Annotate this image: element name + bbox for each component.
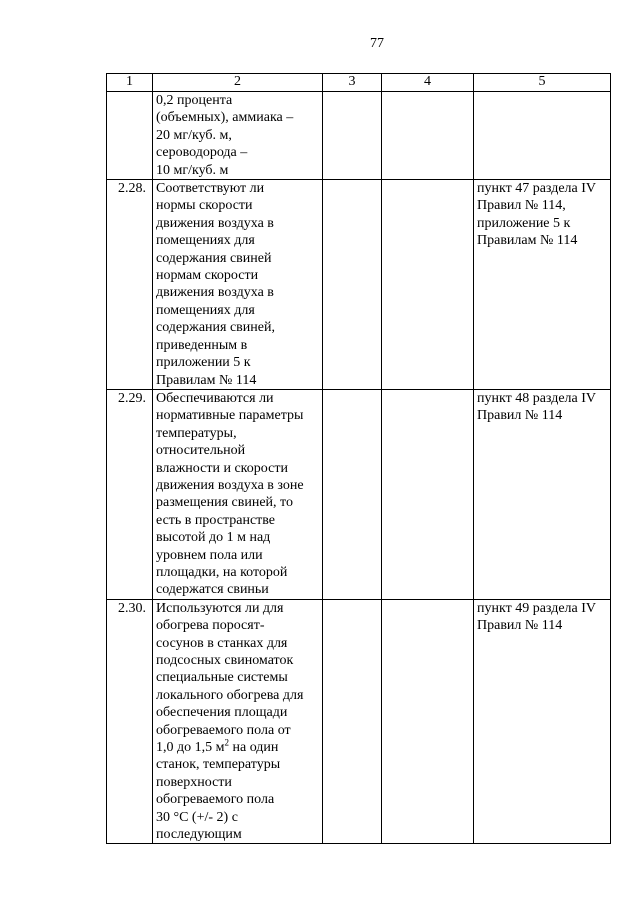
text-line: содержатся свиньи <box>156 582 269 598</box>
text-line: помещениях для <box>156 233 255 249</box>
answer-cell-3 <box>323 180 382 390</box>
text-line: есть в пространстве <box>156 512 276 528</box>
question-cell <box>153 92 323 180</box>
area-tail-text: на один <box>228 740 279 756</box>
text-line: уровнем пола или <box>156 547 263 563</box>
reference-line: Правил № 114 <box>477 408 563 424</box>
text-line: станок, температуры <box>156 757 281 773</box>
reference-line: пункт 48 раздела IV <box>477 390 597 406</box>
text-line: влажности и скорости <box>156 460 288 476</box>
table-row-2-30 <box>107 599 611 844</box>
reference-cell <box>474 599 611 844</box>
text-line: движения воздуха в зоне <box>156 477 304 493</box>
table-row-2-28 <box>107 180 611 390</box>
text-line: обогреваемого пола <box>156 792 275 808</box>
header-col-1: 1 <box>107 74 153 92</box>
area-superscript: 2 <box>224 737 229 748</box>
row-number: 2.28. <box>107 180 153 390</box>
text-line: (объемных), аммиака – <box>156 110 294 126</box>
text-line: 10 мг/куб. м <box>156 162 229 178</box>
reference-line: Правил № 114 <box>477 618 563 634</box>
text-line: Обеспечиваются ли <box>156 390 274 406</box>
table-header <box>107 74 611 92</box>
checklist-table <box>106 73 611 844</box>
table-row-continuation <box>107 92 611 180</box>
text-line: приведенным в <box>156 337 248 353</box>
text-line: последующим <box>156 827 242 843</box>
text-line: движения воздуха в <box>156 285 274 301</box>
answer-cell-4 <box>382 92 474 180</box>
text-line: температуры, <box>156 425 237 441</box>
header-col-3: 3 <box>323 74 382 92</box>
question-cell <box>153 599 323 844</box>
text-line: поверхности <box>156 774 232 790</box>
header-col-4: 4 <box>382 74 474 92</box>
table-row-2-29 <box>107 389 611 599</box>
text-line: Правилам № 114 <box>156 372 257 388</box>
reference-cell <box>474 92 611 180</box>
text-line: содержания свиней, <box>156 320 275 336</box>
text-line: нормативные параметры <box>156 408 304 424</box>
text-line: содержания свиней <box>156 250 272 266</box>
text-line: Соответствуют ли <box>156 181 265 197</box>
reference-cell <box>474 180 611 390</box>
row-number: 2.30. <box>107 599 153 844</box>
page-number: 77 <box>370 36 384 51</box>
question-cell <box>153 180 323 390</box>
area-text: 1,0 до 1,5 м <box>156 740 225 756</box>
text-line: нормам скорости <box>156 268 259 284</box>
answer-cell-4 <box>382 180 474 390</box>
text-line: локального обогрева для <box>156 687 304 703</box>
text-line: обеспечения площади <box>156 705 288 721</box>
text-line: Используются ли для <box>156 600 284 616</box>
text-line: нормы скорости <box>156 198 253 214</box>
text-line: высотой до 1 м над <box>156 530 271 546</box>
text-line: обогрева поросят- <box>156 618 265 634</box>
reference-line: приложение 5 к <box>477 215 571 231</box>
text-line: движения воздуха в <box>156 215 274 231</box>
answer-cell-3 <box>323 389 382 599</box>
reference-line: Правилам № 114 <box>477 233 578 249</box>
text-line: подсосных свиноматок <box>156 653 294 668</box>
row-number-cell <box>107 92 153 180</box>
header-col-2: 2 <box>153 74 323 92</box>
row-number: 2.29. <box>107 389 153 599</box>
reference-cell <box>474 389 611 599</box>
text-line: площадки, на которой <box>156 564 288 580</box>
text-line: обогреваемого пола от <box>156 722 291 738</box>
text-line: помещениях для <box>156 302 255 318</box>
text-line: относительной <box>156 443 246 459</box>
answer-cell-3 <box>323 92 382 180</box>
text-line: сероводорода – <box>156 145 248 161</box>
reference-line: пункт 49 раздела IV <box>477 600 597 616</box>
text-line-area <box>156 739 319 756</box>
text-line: сосунов в станках для <box>156 635 288 651</box>
header-col-5: 5 <box>474 74 611 92</box>
text-line: 30 °С (+/- 2) с <box>156 809 238 825</box>
answer-cell-3 <box>323 599 382 844</box>
text-line: 0,2 процента <box>156 93 233 108</box>
reference-line: Правил № 114, <box>477 198 566 214</box>
text-line: размещения свиней, то <box>156 495 293 511</box>
question-cell <box>153 389 323 599</box>
text-line: приложении 5 к <box>156 355 251 371</box>
answer-cell-4 <box>382 389 474 599</box>
answer-cell-4 <box>382 599 474 844</box>
reference-line: пункт 47 раздела IV <box>477 181 597 197</box>
text-line: специальные системы <box>156 670 288 686</box>
text-line: 20 мг/куб. м, <box>156 127 232 143</box>
